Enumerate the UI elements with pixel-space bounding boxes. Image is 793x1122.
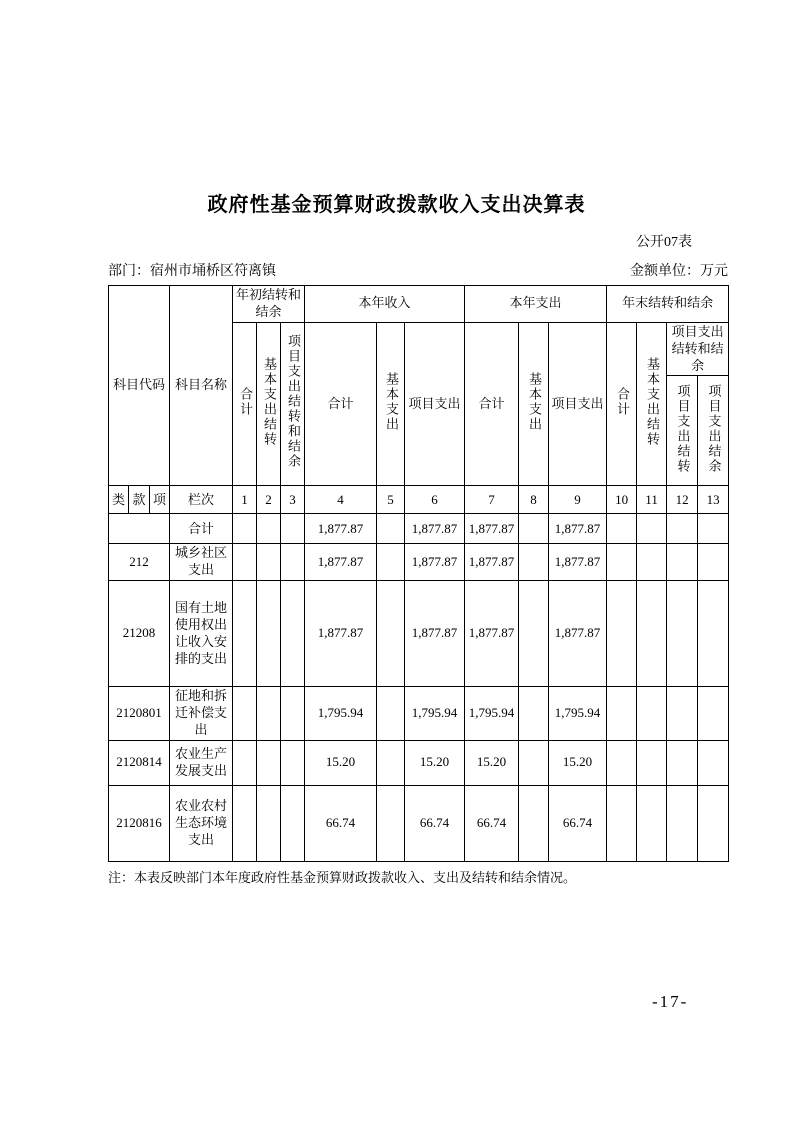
value-cell <box>281 687 305 741</box>
header-subject-code: 科目代码 <box>109 286 170 486</box>
col-number-8: 8 <box>519 486 549 514</box>
value-cell <box>637 785 667 861</box>
col-number-5: 5 <box>377 486 405 514</box>
value-cell <box>607 740 637 785</box>
col-number-2: 2 <box>257 486 281 514</box>
subject-name-cell: 农业农村生态环境支出 <box>170 785 233 861</box>
value-cell <box>257 785 281 861</box>
header-group-current-income: 本年收入 <box>305 286 465 323</box>
header-end-total <box>607 322 637 486</box>
header-end-basic-carryover <box>637 322 667 486</box>
header-income-basic-label: 基本支出 <box>383 371 399 432</box>
col-number-10: 10 <box>607 486 637 514</box>
value-cell <box>377 687 405 741</box>
table-row <box>109 687 729 741</box>
subject-code-cell <box>109 514 170 544</box>
subject-code-cell: 21208 <box>109 581 170 687</box>
department-label: 部门：宿州市埇桥区符离镇 <box>108 264 276 279</box>
value-cell <box>667 785 698 861</box>
value-cell: 1,877.87 <box>549 514 607 544</box>
value-cell: 1,877.87 <box>465 514 519 544</box>
value-cell <box>377 740 405 785</box>
table-label: 公开07表 <box>636 235 692 250</box>
header-income-total: 合计 <box>305 322 377 486</box>
header-begin-total <box>233 322 257 486</box>
value-cell: 1,877.87 <box>549 581 607 687</box>
header-exp-basic <box>519 322 549 486</box>
value-cell <box>257 740 281 785</box>
value-cell <box>607 514 637 544</box>
header-end-project-carryover <box>667 376 698 486</box>
table-row <box>109 581 729 687</box>
header-income-project: 项目支出 <box>405 322 465 486</box>
value-cell <box>698 740 729 785</box>
value-cell <box>519 785 549 861</box>
value-cell <box>698 514 729 544</box>
value-cell <box>377 544 405 581</box>
header-begin-project-carryover-balance <box>281 322 305 486</box>
header-begin-project-carryover-balance-label: 项目支出结转和结余 <box>285 334 301 470</box>
value-cell <box>519 740 549 785</box>
value-cell <box>377 514 405 544</box>
value-cell: 15.20 <box>305 740 377 785</box>
document-content <box>108 231 728 886</box>
value-cell <box>519 687 549 741</box>
value-cell <box>667 544 698 581</box>
value-cell: 1,877.87 <box>465 544 519 581</box>
header-group-current-expenditure: 本年支出 <box>465 286 607 323</box>
header-class: 类 <box>109 486 129 514</box>
header-begin-total-label: 合计 <box>237 386 253 417</box>
page-title: 政府性基金预算财政拨款收入支出决算表 <box>207 194 586 216</box>
value-cell: 1,877.87 <box>405 514 465 544</box>
value-cell <box>698 581 729 687</box>
header-group-end-balance: 年末结转和结余 <box>607 286 729 323</box>
header-end-project-balance <box>698 376 729 486</box>
value-cell <box>281 785 305 861</box>
value-cell <box>519 581 549 687</box>
col-number-13: 13 <box>698 486 729 514</box>
value-cell <box>667 581 698 687</box>
header-income-basic <box>377 322 405 486</box>
value-cell <box>607 581 637 687</box>
value-cell <box>233 740 257 785</box>
value-cell: 1,877.87 <box>405 581 465 687</box>
subject-code-cell: 212 <box>109 544 170 581</box>
value-cell <box>257 687 281 741</box>
value-cell <box>233 785 257 861</box>
col-number-12: 12 <box>667 486 698 514</box>
subject-code-cell: 2120816 <box>109 785 170 861</box>
value-cell <box>607 687 637 741</box>
value-cell: 66.74 <box>405 785 465 861</box>
value-cell: 1,795.94 <box>549 687 607 741</box>
header-end-project-balance-label: 项目支出结余 <box>706 383 722 474</box>
col-number-4: 4 <box>305 486 377 514</box>
value-cell <box>233 687 257 741</box>
value-cell <box>667 514 698 544</box>
value-cell: 15.20 <box>465 740 519 785</box>
subject-name-cell: 国有土地使用权出让收入安排的支出 <box>170 581 233 687</box>
value-cell <box>637 740 667 785</box>
subject-code-cell: 2120801 <box>109 687 170 741</box>
table-row <box>109 740 729 785</box>
value-cell: 1,877.87 <box>405 544 465 581</box>
table-row <box>109 514 729 544</box>
subject-name-cell: 合计 <box>170 514 233 544</box>
col-number-7: 7 <box>465 486 519 514</box>
value-cell <box>233 514 257 544</box>
header-end-basic-carryover-label: 基本支出结转 <box>645 356 660 447</box>
value-cell: 66.74 <box>465 785 519 861</box>
value-cell <box>667 740 698 785</box>
value-cell <box>637 687 667 741</box>
header-end-total-label: 合计 <box>615 386 630 417</box>
value-cell <box>281 514 305 544</box>
header-end-project-carryover-label: 项目支出结转 <box>675 383 691 474</box>
col-number-1: 1 <box>233 486 257 514</box>
meta-row <box>108 260 728 280</box>
value-cell <box>637 544 667 581</box>
col-number-3: 3 <box>281 486 305 514</box>
table-row <box>109 785 729 861</box>
header-group-begin-balance: 年初结转和结余 <box>233 286 305 323</box>
value-cell <box>698 687 729 741</box>
value-cell: 15.20 <box>405 740 465 785</box>
value-cell <box>281 740 305 785</box>
value-cell: 1,795.94 <box>405 687 465 741</box>
value-cell: 1,795.94 <box>465 687 519 741</box>
value-cell <box>281 544 305 581</box>
value-cell <box>519 544 549 581</box>
header-exp-total: 合计 <box>465 322 519 486</box>
header-exp-basic-label: 基本支出 <box>526 371 542 432</box>
header-clause: 款 <box>129 486 150 514</box>
value-cell: 1,877.87 <box>305 514 377 544</box>
header-row-column-index <box>109 486 729 514</box>
value-cell <box>257 581 281 687</box>
table-body <box>109 514 729 861</box>
subject-name-cell: 城乡社区支出 <box>170 544 233 581</box>
value-cell: 15.20 <box>549 740 607 785</box>
value-cell <box>698 544 729 581</box>
header-exp-project: 项目支出 <box>549 322 607 486</box>
value-cell <box>607 544 637 581</box>
header-column-index: 栏次 <box>170 486 233 514</box>
value-cell: 1,877.87 <box>305 544 377 581</box>
value-cell: 1,877.87 <box>305 581 377 687</box>
value-cell <box>257 544 281 581</box>
unit-label: 金额单位：万元 <box>630 264 728 279</box>
value-cell: 1,877.87 <box>549 544 607 581</box>
page-number: -17- <box>652 992 689 1011</box>
value-cell <box>698 785 729 861</box>
value-cell <box>233 581 257 687</box>
subject-name-cell: 征地和拆迁补偿支出 <box>170 687 233 741</box>
header-subject-name: 科目名称 <box>170 286 233 486</box>
value-cell <box>377 785 405 861</box>
table-row <box>109 544 729 581</box>
value-cell: 66.74 <box>305 785 377 861</box>
value-cell: 1,795.94 <box>305 687 377 741</box>
col-number-6: 6 <box>405 486 465 514</box>
value-cell <box>607 785 637 861</box>
col-number-11: 11 <box>637 486 667 514</box>
value-cell <box>233 544 257 581</box>
value-cell: 66.74 <box>549 785 607 861</box>
col-number-9: 9 <box>549 486 607 514</box>
value-cell <box>667 687 698 741</box>
header-end-project-carryover-balance: 项目支出结转和结余 <box>667 322 729 376</box>
subject-name-cell: 农业生产发展支出 <box>170 740 233 785</box>
header-item: 项 <box>150 486 170 514</box>
value-cell <box>637 581 667 687</box>
value-cell <box>281 581 305 687</box>
value-cell <box>377 581 405 687</box>
subject-code-cell: 2120814 <box>109 740 170 785</box>
value-cell <box>257 514 281 544</box>
budget-table <box>108 285 729 862</box>
value-cell <box>637 514 667 544</box>
value-cell: 1,877.87 <box>465 581 519 687</box>
table-note: 注：本表反映部门本年度政府性基金预算财政拨款收入、支出及结转和结余情况。 <box>108 869 577 885</box>
header-begin-basic-carryover-label: 基本支出结转 <box>261 356 277 447</box>
header-begin-basic-carryover <box>257 322 281 486</box>
header-row-groups <box>109 286 729 323</box>
value-cell <box>519 514 549 544</box>
